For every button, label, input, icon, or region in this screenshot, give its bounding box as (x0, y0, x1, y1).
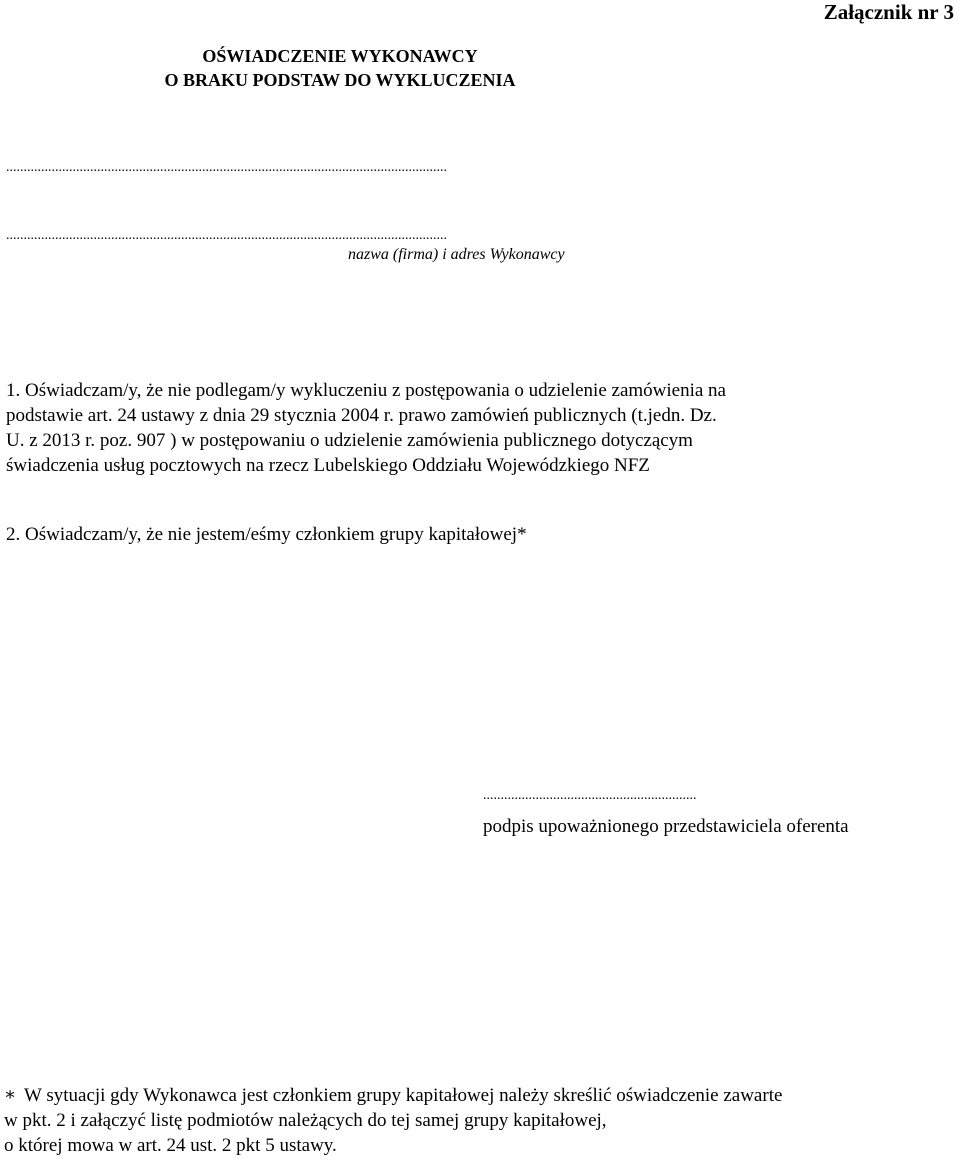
statement-1-line: świadczenia usług pocztowych na rzecz Lubelskiego Oddziału Wojewódzkiego NFZ (6, 455, 650, 476)
statement-1-line: podstawie art. 24 ustawy z dnia 29 stycznia 2004 r. prawo zamówień publicznych (t.jedn. Dz. (6, 405, 717, 426)
contractor-caption: nazwa (firma) i adres Wykonawcy (348, 246, 565, 263)
footnote-line: w pkt. 2 i załączyć listę podmiotów należących do tej samej grupy kapitałowej, (4, 1110, 607, 1131)
statement-2: 2. Oświadczam/y, że nie jestem/eśmy członkiem grupy kapitałowej* (6, 524, 527, 545)
document-title-line1: OŚWIADCZENIE WYKONAWCY (202, 46, 478, 66)
contractor-name-field[interactable]: .............................................................................................................................. (6, 160, 447, 175)
contractor-address-field[interactable]: .............................................................................................................................. (6, 228, 447, 243)
statement-1-line: U. z 2013 r. poz. 907 ) w postępowaniu o udzielenie zamówienia publicznego dotyczącym (6, 430, 693, 451)
statement-1-line: 1. Oświadczam/y, że nie podlegam/y wykluczeniu z postępowania o udzielenie zamówienia na (6, 380, 726, 401)
signature-field[interactable]: ............................................................. (483, 788, 697, 803)
footnote-line: o której mowa w art. 24 ust. 2 pkt 5 ustawy. (4, 1135, 337, 1156)
asterisk-icon: ∗ (4, 1084, 17, 1104)
footnote (4, 1082, 782, 1158)
statement-1 (6, 378, 936, 478)
annex-label: Załącznik nr 3 (823, 0, 954, 24)
signature-caption: podpis upoważnionego przedstawiciela oferenta (483, 816, 849, 837)
footnote-line: W sytuacji gdy Wykonawca jest członkiem grupy kapitałowej należy skreślić oświadczenie zawarte (24, 1085, 783, 1106)
document-title-line2: O BRAKU PODSTAW DO WYKLUCZENIA (164, 70, 516, 90)
